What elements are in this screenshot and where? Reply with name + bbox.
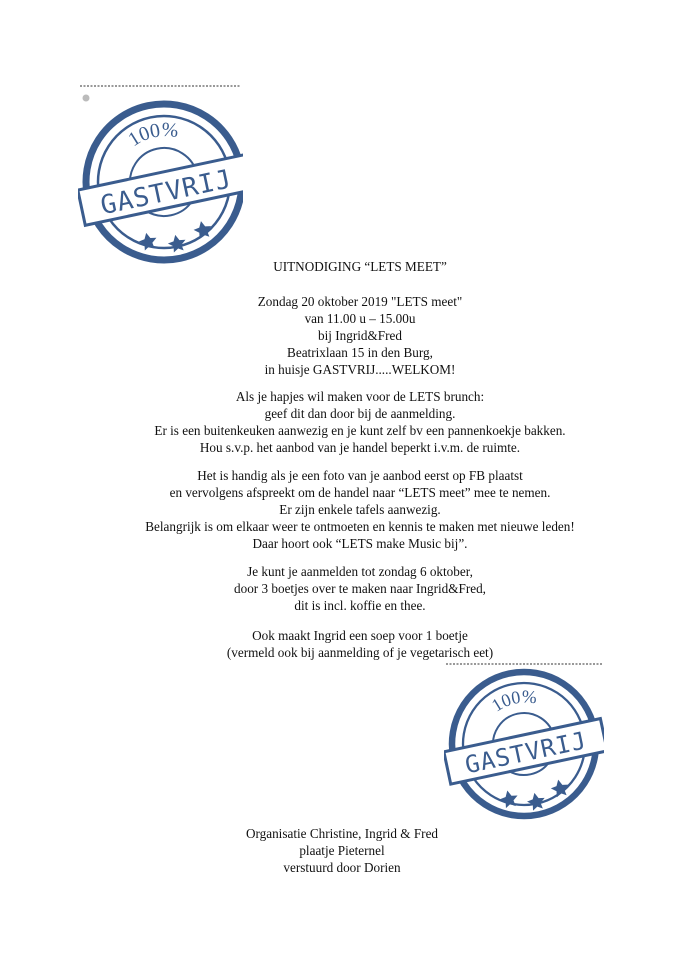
stamp-graphic (444, 662, 604, 822)
event-line: van 11.00 u – 15.00u (304, 311, 416, 326)
footer-line: verstuurd door Dorien (283, 860, 401, 875)
handig-line: en vervolgens afspreekt om de handel naar “LETS meet” mee te nemen. (169, 485, 551, 500)
brunch-line: Hou s.v.p. het aanbod van je handel beperkt i.v.m. de ruimte. (199, 440, 521, 455)
stamp-percent-text: 100% (124, 118, 180, 152)
stamp-graphic (78, 84, 243, 266)
event-line: Beatrixlaan 15 in den Burg, (287, 345, 433, 360)
footer-line: plaatje Pieternel (299, 843, 385, 858)
brunch-paragraph (60, 388, 660, 456)
event-line: Zondag 20 oktober 2019 "LETS meet" (257, 294, 463, 309)
svg-text:100% (123, 115, 183, 153)
registration-line: Je kunt je aanmelden tot zondag 6 oktober, (247, 564, 473, 579)
brunch-line: geef dit dan door bij de aanmelding. (264, 406, 456, 421)
event-details (60, 293, 660, 378)
gastvrij-stamp-image-top (78, 84, 243, 266)
handig-paragraph (60, 467, 660, 552)
soup-line: (vermeld ook bij aanmelding of je vegetarisch eet) (226, 645, 494, 660)
registration-line: door 3 boetjes over te maken naar Ingrid&Fred, (234, 581, 486, 596)
handig-line: Het is handig als je een foto van je aanbod eerst op FB plaatst (197, 468, 523, 483)
title-line: UITNODIGING “LETS MEET” (273, 259, 447, 274)
handig-line: Er zijn enkele tafels aanwezig. (279, 502, 441, 517)
stamp-word-text: GASTVRIJ (462, 726, 590, 780)
soup-line: Ook maakt Ingrid een soep voor 1 boetje (252, 628, 468, 643)
registration-paragraph (60, 563, 660, 614)
handig-line: Belangrijk is om elkaar weer te ontmoeten en kennis te maken met nieuwe leden! (145, 519, 575, 534)
soup-paragraph (60, 627, 660, 661)
footer-credits (60, 825, 660, 876)
stamp-percent-text: 100% (487, 686, 538, 716)
invitation-title (60, 258, 660, 275)
brunch-line: Er is een buitenkeuken aanwezig en je kunt zelf bv een pannenkoekje bakken. (154, 423, 566, 438)
event-line: bij Ingrid&Fred (318, 328, 402, 343)
svg-text:100% (487, 683, 542, 717)
footer-line: Organisatie Christine, Ingrid & Fred (245, 826, 439, 841)
stamp-word-text: GASTVRIJ (98, 164, 235, 222)
registration-line: dit is incl. koffie en thee. (294, 598, 426, 613)
brunch-line: Als je hapjes wil maken voor de LETS brunch: (235, 389, 485, 404)
pin-dot-icon (83, 95, 90, 102)
gastvrij-stamp-image-bottom (444, 662, 604, 822)
handig-line: Daar hoort ook “LETS make Music bij”. (252, 536, 468, 551)
event-line: in huisje GASTVRIJ.....WELKOM! (264, 362, 456, 377)
